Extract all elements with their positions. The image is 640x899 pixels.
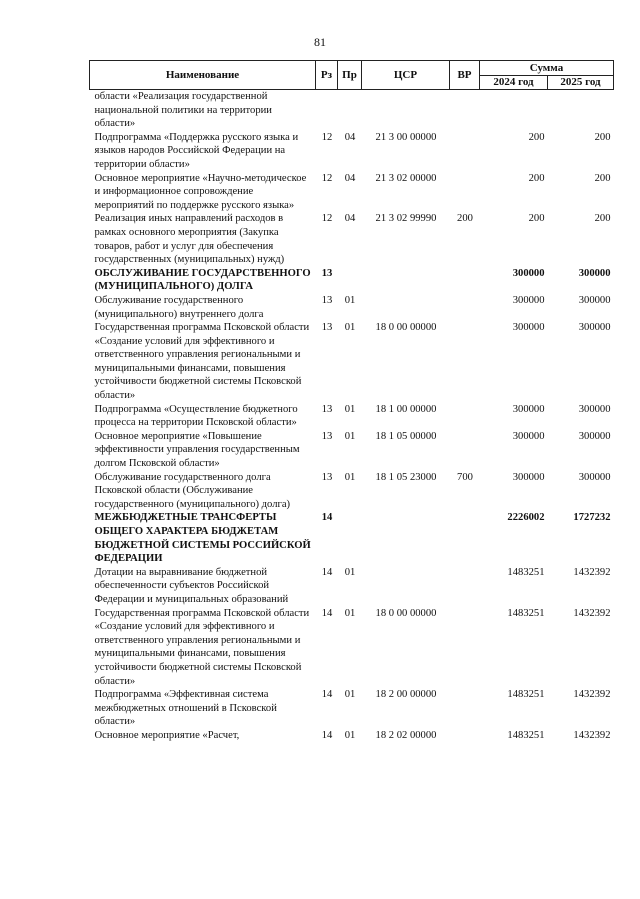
page-number: 81 xyxy=(314,35,326,49)
row-vr xyxy=(450,511,480,565)
table-row xyxy=(90,607,614,689)
row-amount-2025: 1432392 xyxy=(573,607,611,619)
table-row xyxy=(90,90,614,131)
row-csr xyxy=(362,566,450,607)
table-row xyxy=(90,321,614,403)
row-vr xyxy=(450,321,480,403)
row-name: Основное мероприятие «Научно-методическое и информационное сопровождение мероприятий по поддержке русского языка» xyxy=(94,172,307,211)
header-year-2024: 2024 год xyxy=(480,76,548,90)
row-pr xyxy=(338,90,362,131)
row-amount-2024: 300000 xyxy=(512,403,545,415)
table-row xyxy=(90,172,614,213)
row-vr xyxy=(450,688,480,729)
row-name: Подпрограмма «Эффективная система межбюджетных отношений в Псковской области» xyxy=(94,689,277,728)
row-amount-2024: 300000 xyxy=(512,430,545,442)
header-year-2025: 2025 год xyxy=(548,76,614,90)
row-name: Подпрограмма «Поддержка русского языка и языков народов Российской Федерации на территории области» xyxy=(94,131,299,170)
row-name: Основное мероприятие «Расчет, xyxy=(94,729,240,741)
table-row xyxy=(90,471,614,512)
row-csr xyxy=(362,511,450,565)
row-pr: 01 xyxy=(344,566,356,578)
row-name: Государственная программа Псковской области «Создание условий для эффективного и ответственного управления региональными и муниципальными финансами, повышения устойчивости бюджетной системы Псковской области» xyxy=(94,607,310,687)
row-rz: 14 xyxy=(321,607,333,619)
row-amount-2025: 300000 xyxy=(578,294,611,306)
table-row xyxy=(90,430,614,471)
table-row xyxy=(90,131,614,172)
row-pr: 04 xyxy=(344,172,356,184)
row-amount-2024: 200 xyxy=(528,131,545,143)
row-vr xyxy=(450,90,480,131)
row-csr: 18 1 00 00000 xyxy=(375,403,437,415)
row-rz xyxy=(316,90,338,131)
row-amount-2024: 300000 xyxy=(512,471,545,483)
row-pr: 01 xyxy=(344,689,356,701)
budget-table xyxy=(89,60,614,743)
row-name: области «Реализация государственной национальной политики на территории области» xyxy=(94,91,272,130)
row-amount-2024: 200 xyxy=(528,172,545,184)
row-csr: 21 3 00 00000 xyxy=(375,131,437,143)
row-rz: 13 xyxy=(321,267,333,279)
row-vr: 700 xyxy=(457,471,473,483)
row-csr: 18 1 05 00000 xyxy=(375,430,437,442)
row-name: Обслуживание государственного (муниципального) внутреннего долга xyxy=(94,294,264,320)
row-name: Дотации на выравнивание бюджетной обеспеченности субъектов Российской Федерации и муниципальных образований xyxy=(94,566,289,605)
row-pr xyxy=(338,511,362,565)
table-row xyxy=(90,729,614,743)
row-vr xyxy=(450,729,480,743)
row-amount-2024: 300000 xyxy=(512,294,545,306)
header-pr: Пр xyxy=(338,61,362,90)
row-rz: 12 xyxy=(321,172,333,184)
row-vr xyxy=(450,267,480,294)
row-amount-2025: 1432392 xyxy=(573,729,611,741)
row-rz: 13 xyxy=(321,322,333,334)
row-amount-2025 xyxy=(548,90,614,131)
row-pr: 01 xyxy=(344,607,356,619)
table-row xyxy=(90,688,614,729)
row-csr xyxy=(362,90,450,131)
row-rz: 14 xyxy=(321,566,333,578)
row-amount-2025: 200 xyxy=(594,131,611,143)
row-csr xyxy=(362,267,450,294)
row-amount-2024: 200 xyxy=(528,213,545,225)
row-amount-2025: 1727232 xyxy=(573,512,611,524)
row-amount-2025: 300000 xyxy=(578,403,611,415)
row-vr xyxy=(450,131,480,172)
row-csr: 18 0 00 00000 xyxy=(375,322,437,334)
row-amount-2024 xyxy=(480,90,548,131)
row-name: Подпрограмма «Осуществление бюджетного процесса на территории Псковской области» xyxy=(94,403,298,429)
row-amount-2025: 200 xyxy=(594,172,611,184)
row-name: Основное мероприятие «Повышение эффективности управления государственным долгом Псковской области» xyxy=(94,430,300,470)
row-vr xyxy=(450,172,480,213)
row-rz: 13 xyxy=(321,403,333,415)
row-rz: 14 xyxy=(321,689,333,701)
row-csr: 18 1 05 23000 xyxy=(375,471,437,483)
row-vr xyxy=(450,430,480,471)
header-name: Наименование xyxy=(90,61,316,90)
table-row xyxy=(90,511,614,565)
row-amount-2025: 200 xyxy=(594,213,611,225)
row-rz: 14 xyxy=(321,729,333,741)
row-amount-2024: 1483251 xyxy=(507,689,545,701)
row-name: МЕЖБЮДЖЕТНЫЕ ТРАНСФЕРТЫ ОБЩЕГО ХАРАКТЕРА БЮДЖЕТАМ БЮДЖЕТНОЙ СИСТЕМЫ РОССИЙСКОЙ ФЕДЕРАЦИИ xyxy=(94,512,311,565)
row-pr: 01 xyxy=(344,403,356,415)
row-name: Обслуживание государственного долга Псковской области (Обслуживание государственного (муниципального) долга) xyxy=(94,471,291,510)
row-pr: 01 xyxy=(344,471,356,483)
row-csr: 21 3 02 00000 xyxy=(375,172,437,184)
row-pr: 01 xyxy=(344,729,356,741)
row-amount-2025: 300000 xyxy=(578,267,611,279)
row-pr: 01 xyxy=(344,322,356,334)
row-amount-2024: 1483251 xyxy=(507,607,545,619)
row-vr: 200 xyxy=(457,213,473,225)
header-sum: Сумма xyxy=(480,61,614,76)
row-rz: 13 xyxy=(321,430,333,442)
row-amount-2025: 300000 xyxy=(578,471,611,483)
row-vr xyxy=(450,294,480,321)
row-rz: 13 xyxy=(321,294,333,306)
row-pr xyxy=(338,267,362,294)
row-rz: 12 xyxy=(321,131,333,143)
row-amount-2024: 300000 xyxy=(512,267,545,279)
row-amount-2024: 300000 xyxy=(512,322,545,334)
row-csr xyxy=(362,294,450,321)
row-amount-2025: 1432392 xyxy=(573,566,611,578)
table-row xyxy=(90,294,614,321)
row-amount-2024: 1483251 xyxy=(507,566,545,578)
row-amount-2024: 1483251 xyxy=(507,729,545,741)
row-pr: 04 xyxy=(344,213,356,225)
row-vr xyxy=(450,566,480,607)
row-csr: 18 2 02 00000 xyxy=(375,729,437,741)
row-rz: 13 xyxy=(321,471,333,483)
row-name: Реализация иных направлений расходов в рамках основного мероприятия (Закупка товаров, работ и услуг для обеспечения государственных (муниципальных) нужд) xyxy=(94,213,285,266)
row-rz: 14 xyxy=(321,512,333,524)
row-amount-2025: 1432392 xyxy=(573,689,611,701)
row-name: ОБСЛУЖИВАНИЕ ГОСУДАРСТВЕННОГО (МУНИЦИПАЛЬНОГО) ДОЛГА xyxy=(94,267,311,293)
row-pr: 01 xyxy=(344,430,356,442)
row-amount-2024: 2226002 xyxy=(507,512,545,524)
row-vr xyxy=(450,403,480,430)
row-rz: 12 xyxy=(321,213,333,225)
table-row xyxy=(90,212,614,266)
row-csr: 18 0 00 00000 xyxy=(375,607,437,619)
row-vr xyxy=(450,607,480,689)
row-csr: 21 3 02 99990 xyxy=(375,213,437,225)
table-row xyxy=(90,267,614,294)
row-amount-2025: 300000 xyxy=(578,430,611,442)
header-rz: Рз xyxy=(316,61,338,90)
header-csr: ЦСР xyxy=(362,61,450,90)
row-pr: 01 xyxy=(344,294,356,306)
row-amount-2025: 300000 xyxy=(578,322,611,334)
row-csr: 18 2 00 00000 xyxy=(375,689,437,701)
header-vr: ВР xyxy=(450,61,480,90)
row-pr: 04 xyxy=(344,131,356,143)
row-name: Государственная программа Псковской области «Создание условий для эффективного и ответственного управления региональными и муниципальными финансами, повышения устойчивости бюджетной системы Псковской области» xyxy=(94,322,310,402)
table-row xyxy=(90,566,614,607)
table-row xyxy=(90,403,614,430)
